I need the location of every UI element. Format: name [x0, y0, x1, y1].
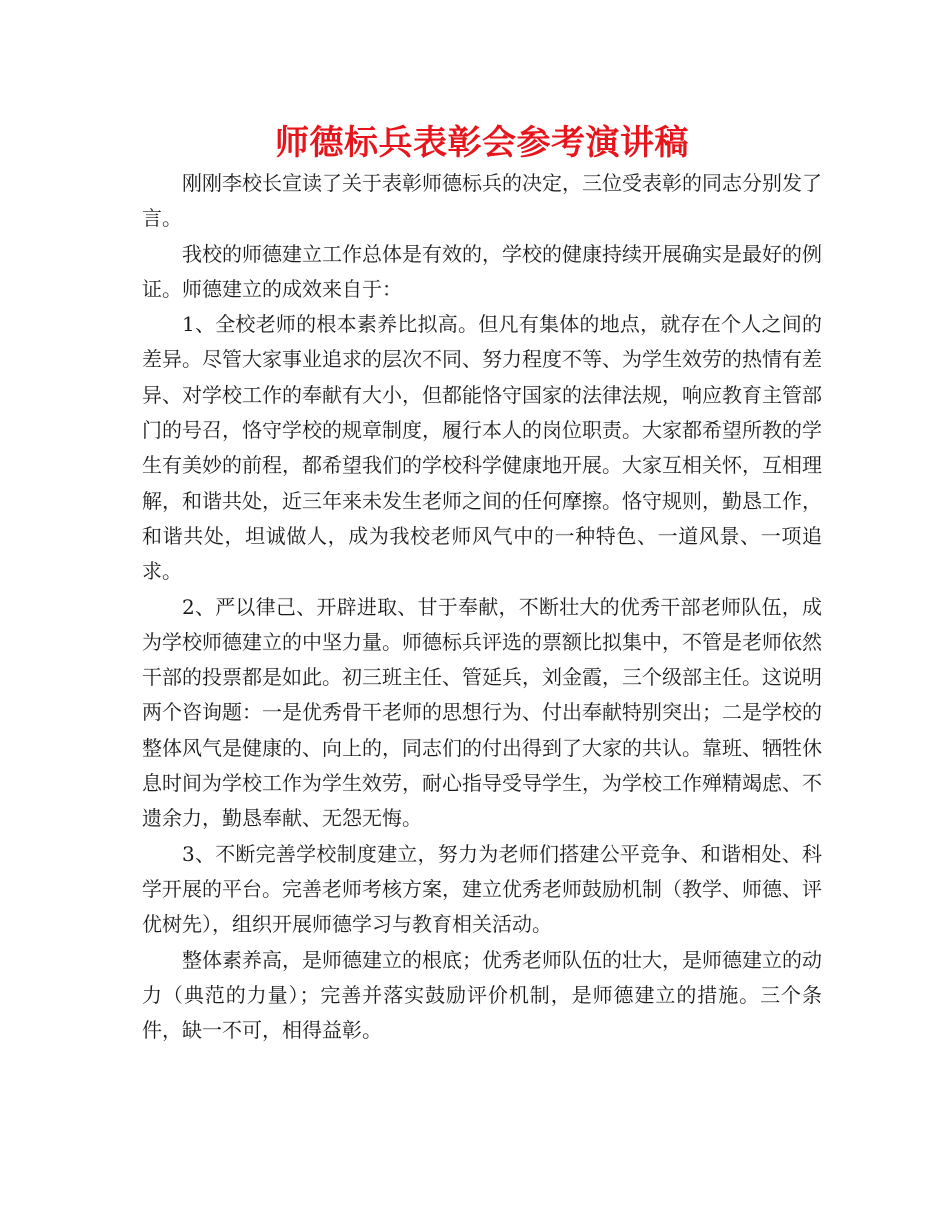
document-title: 师德标兵表彰会参考演讲稿	[275, 123, 689, 163]
body-paragraph-3: 1、全校老师的根本素养比拟高。但凡有集体的地点，就存在个人之间的差异。尽管大家事业追求的层次不同、努力程度不等、为学生效劳的热情有差异、对学校工作的奉献有大小，但都能恪守国家的法律法规，响应教育主管部门的号召，恪守学校的规章制度，履行本人的岗位职责。大家都希望所教的学生有美妙的前程，都希望我们的学校科学健康地开展。大家互相关怀，互相理解，和谐共处，近三年来未发生老师之间的任何摩擦。恪守规则，勤恳工作，和谐共处，坦诚做人，成为我校老师风气中的一种特色、一道风景、一项追求。	[142, 312, 822, 584]
body-paragraph-4: 2、严以律己、开辟进取、甘于奉献，不断壮大的优秀干部老师队伍，成为学校师德建立的中坚力量。师德标兵评选的票额比拟集中，不管是老师依然干部的投票都是如此。初三班主任、管延兵，刘金霞，三个级部主任。这说明两个咨询题：一是优秀骨干老师的思想行为、付出奉献特别突出；二是学校的整体风气是健康的、向上的，同志们的付出得到了大家的共认。靠班、牺牲休息时间为学校工作为学生效劳，耐心指导受导学生，为学校工作殚精竭虑、不遗余力，勤恳奉献、无怨无悔。	[142, 594, 822, 831]
document-body	[142, 166, 822, 1048]
body-paragraph-5: 3、不断完善学校制度建立，努力为老师们搭建公平竞争、和谐相处、科学开展的平台。完善老师考核方案，建立优秀老师鼓励机制（教学、师德、评优树先），组织开展师德学习与教育相关活动。	[142, 841, 822, 937]
body-paragraph-6: 整体素养高，是师德建立的根底；优秀老师队伍的壮大，是师德建立的动力（典范的力量）；完善并落实鼓励评价机制，是师德建立的措施。三个条件，缺一不可，相得益彰。	[142, 947, 822, 1043]
body-paragraph-1: 刚刚李校长宣读了关于表彰师德标兵的决定，三位受表彰的同志分别发了言。	[142, 171, 822, 231]
body-paragraph-2: 我校的师德建立工作总体是有效的，学校的健康持续开展确实是最好的例证。师德建立的成效来自于：	[142, 241, 822, 301]
